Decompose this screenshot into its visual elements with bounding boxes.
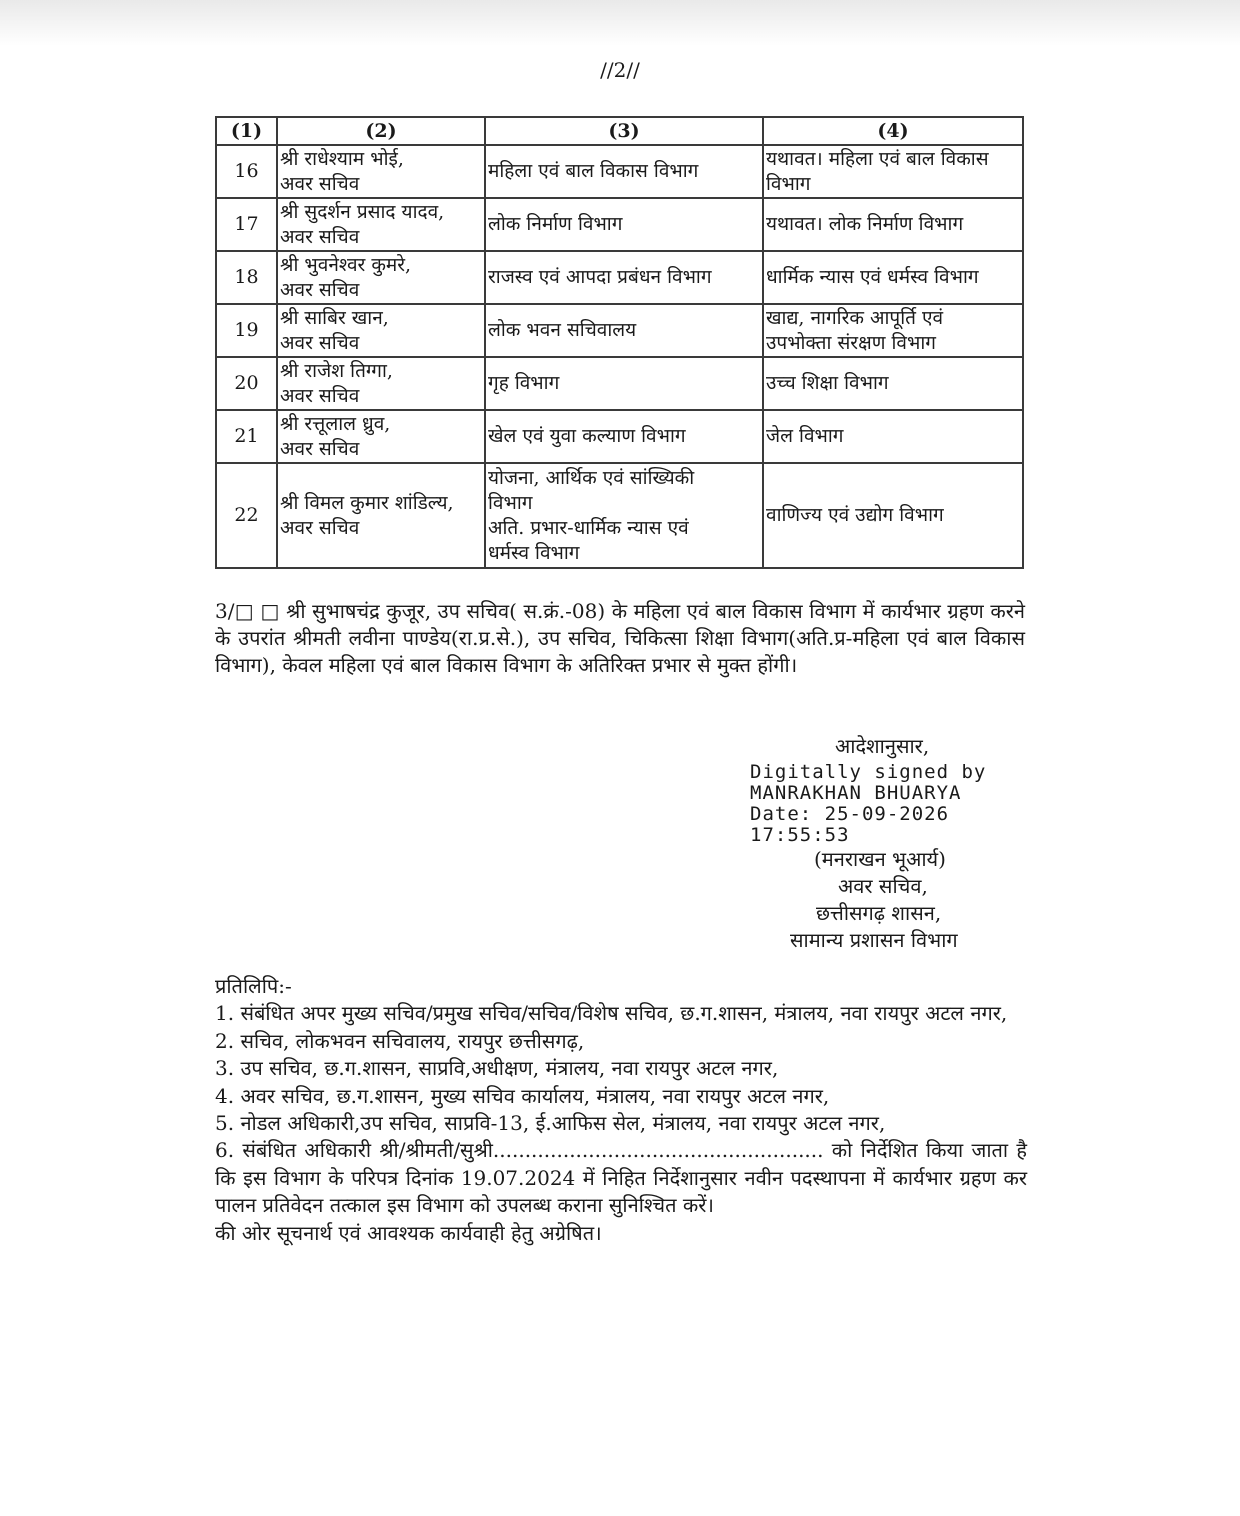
table-row — [216, 410, 1023, 463]
copy-item: 1. संबंधित अपर मुख्य सचिव/प्रमुख सचिव/सचिव/विशेष सचिव, छ.ग.शासन, मंत्रालय, नवा रायपुर अटल नगर, — [215, 1001, 1008, 1026]
serial-number-cell: 19 — [216, 304, 277, 357]
signatory-government: छत्तीसगढ़ शासन, — [816, 901, 942, 925]
order-text: आदेशानुसार, — [835, 734, 930, 758]
department-text: महिला एवं बाल विकास विभाग — [488, 160, 699, 182]
officer-post: अवर सचिव — [280, 437, 360, 460]
copies-closing: की ओर सूचनार्थ एवं आवश्यक कार्यवाही हेतु अग्रेषित। — [215, 1220, 602, 1245]
header-col-2: (2) — [277, 117, 485, 145]
scan-shadow — [0, 0, 1240, 46]
serial-number-cell: 22 — [216, 463, 277, 568]
department-text: धर्मस्व विभाग — [488, 541, 580, 564]
digital-signature-line: 17:55:53 — [750, 824, 850, 846]
department-text: खाद्य, नागरिक आपूर्ति एवं — [766, 306, 944, 329]
new-department-cell — [763, 304, 1023, 357]
digital-signature-line: MANRAKHAN BHUARYA — [750, 782, 962, 804]
posting-table — [215, 116, 1024, 569]
officer-post: अवर सचिव — [280, 331, 360, 354]
officer-post: अवर सचिव — [280, 225, 360, 248]
new-department-cell — [763, 145, 1023, 198]
current-department-cell — [485, 145, 763, 198]
new-department-cell — [763, 410, 1023, 463]
current-department-cell — [485, 410, 763, 463]
new-department-cell — [763, 198, 1023, 251]
officer-name: श्री साबिर खान, — [280, 306, 389, 329]
department-text: यथावत। महिला एवं बाल विकास — [766, 147, 989, 170]
table-row — [216, 357, 1023, 410]
page-number: //2// — [600, 58, 640, 82]
department-text: लोक निर्माण विभाग — [488, 213, 623, 235]
table-header-row — [216, 117, 1023, 145]
digital-signature-line: Date: 25-09-2026 — [750, 803, 950, 825]
digital-signature-line: Digitally signed by — [750, 761, 987, 783]
table-row — [216, 463, 1023, 568]
officer-post: अवर सचिव — [280, 278, 360, 301]
officer-name: श्री भुवनेश्वर कुमरे, — [280, 253, 412, 276]
officer-cell — [277, 463, 485, 568]
department-text: विभाग — [488, 491, 533, 514]
paragraph-3: 3/□ □ श्री सुभाषचंद्र कुजूर, उप सचिव( स.क्रं.-08) के महिला एवं बाल विकास विभाग में कार्यभार ग्रहण करने के उपरांत श्रीमती लवीना पाण्डेय(रा.प्र.से.), उप सचिव, चिकित्सा शिक्षा विभाग(अति.प्र-महिला एवं बाल विकास विभाग), केवल महिला एवं बाल विकास विभाग के अतिरिक्त प्रभार से मुक्त होंगी। — [215, 599, 1025, 677]
new-department-cell — [763, 357, 1023, 410]
officer-name: श्री राधेश्याम भोई, — [280, 147, 404, 170]
new-department-cell — [763, 251, 1023, 304]
officer-cell — [277, 145, 485, 198]
officer-name: श्री विमल कुमार शांडिल्य, — [280, 491, 454, 514]
table-row — [216, 198, 1023, 251]
department-text: खेल एवं युवा कल्याण विभाग — [488, 425, 686, 447]
officer-cell — [277, 304, 485, 357]
officer-cell — [277, 410, 485, 463]
department-text: लोक भवन सचिवालय — [488, 319, 637, 341]
new-department-cell — [763, 463, 1023, 568]
digital-signature — [750, 762, 1040, 846]
department-text: गृह विभाग — [488, 372, 560, 394]
officer-cell — [277, 251, 485, 304]
table-row — [216, 251, 1023, 304]
serial-number-cell: 20 — [216, 357, 277, 410]
current-department-cell — [485, 304, 763, 357]
officer-name: श्री रत्तूलाल ध्रुव, — [280, 412, 391, 435]
officer-cell — [277, 357, 485, 410]
officer-post: अवर सचिव — [280, 384, 360, 407]
copy-item: 4. अवर सचिव, छ.ग.शासन, मुख्य सचिव कार्यालय, मंत्रालय, नवा रायपुर अटल नगर, — [215, 1083, 830, 1108]
department-text: धार्मिक न्यास एवं धर्मस्व विभाग — [766, 266, 979, 288]
copies-section — [215, 973, 1027, 1247]
department-text: योजना, आर्थिक एवं सांख्यिकी — [488, 466, 695, 489]
header-col-4: (4) — [763, 117, 1023, 145]
table-row — [216, 145, 1023, 198]
signatory-name: (मनराखन भूआर्य) — [814, 847, 946, 871]
department-text: यथावत। लोक निर्माण विभाग — [766, 213, 964, 235]
serial-number-cell: 17 — [216, 198, 277, 251]
department-text: उच्च शिक्षा विभाग — [766, 372, 889, 394]
table-row — [216, 304, 1023, 357]
copy-item: 2. सचिव, लोकभवन सचिवालय, रायपुर छत्तीसगढ़, — [215, 1028, 585, 1053]
header-col-3: (3) — [485, 117, 763, 145]
copy-item: 5. नोडल अधिकारी,उप सचिव, साप्रवि-13, ई.आफिस सेल, मंत्रालय, नवा रायपुर अटल नगर, — [215, 1111, 886, 1136]
copy-item: 3. उप सचिव, छ.ग.शासन, साप्रवि,अधीक्षण, मंत्रालय, नवा रायपुर अटल नगर, — [215, 1056, 779, 1081]
department-text: विभाग — [766, 172, 811, 195]
department-text: जेल विभाग — [766, 425, 844, 447]
current-department-cell — [485, 357, 763, 410]
officer-post: अवर सचिव — [280, 516, 360, 539]
copy-item: 6. संबंधित अधिकारी श्री/श्रीमती/सुश्री.................................................... को निर्देशित किया जाता है कि इस विभाग के परिपत्र दिनांक 19.07.2024 में निहित निर्देशानुसार नवीन पदस्थापना में कार्यभार ग्रहण कर पालन प्रतिवेदन तत्काल इस विभाग को उपलब्ध कराना सुनिश्चित करें। — [215, 1138, 1027, 1218]
signatory-designation: अवर सचिव, — [838, 874, 928, 898]
signatory-department: सामान्य प्रशासन विभाग — [790, 928, 958, 952]
serial-number-cell: 18 — [216, 251, 277, 304]
serial-number-cell: 16 — [216, 145, 277, 198]
officer-name: श्री राजेश तिग्गा, — [280, 359, 393, 382]
serial-number-cell: 21 — [216, 410, 277, 463]
department-text: उपभोक्ता संरक्षण विभाग — [766, 331, 936, 354]
header-col-1: (1) — [216, 117, 277, 145]
department-text: राजस्व एवं आपदा प्रबंधन विभाग — [488, 266, 712, 288]
department-text: अति. प्रभार-धार्मिक न्यास एवं — [488, 516, 689, 539]
signature-block — [750, 733, 1040, 954]
current-department-cell — [485, 251, 763, 304]
copies-heading: प्रतिलिपि:- — [215, 974, 292, 998]
officer-cell — [277, 198, 485, 251]
department-text: वाणिज्य एवं उद्योग विभाग — [766, 504, 944, 526]
current-department-cell — [485, 463, 763, 568]
officer-post: अवर सचिव — [280, 172, 360, 195]
current-department-cell — [485, 198, 763, 251]
officer-name: श्री सुदर्शन प्रसाद यादव, — [280, 200, 445, 223]
